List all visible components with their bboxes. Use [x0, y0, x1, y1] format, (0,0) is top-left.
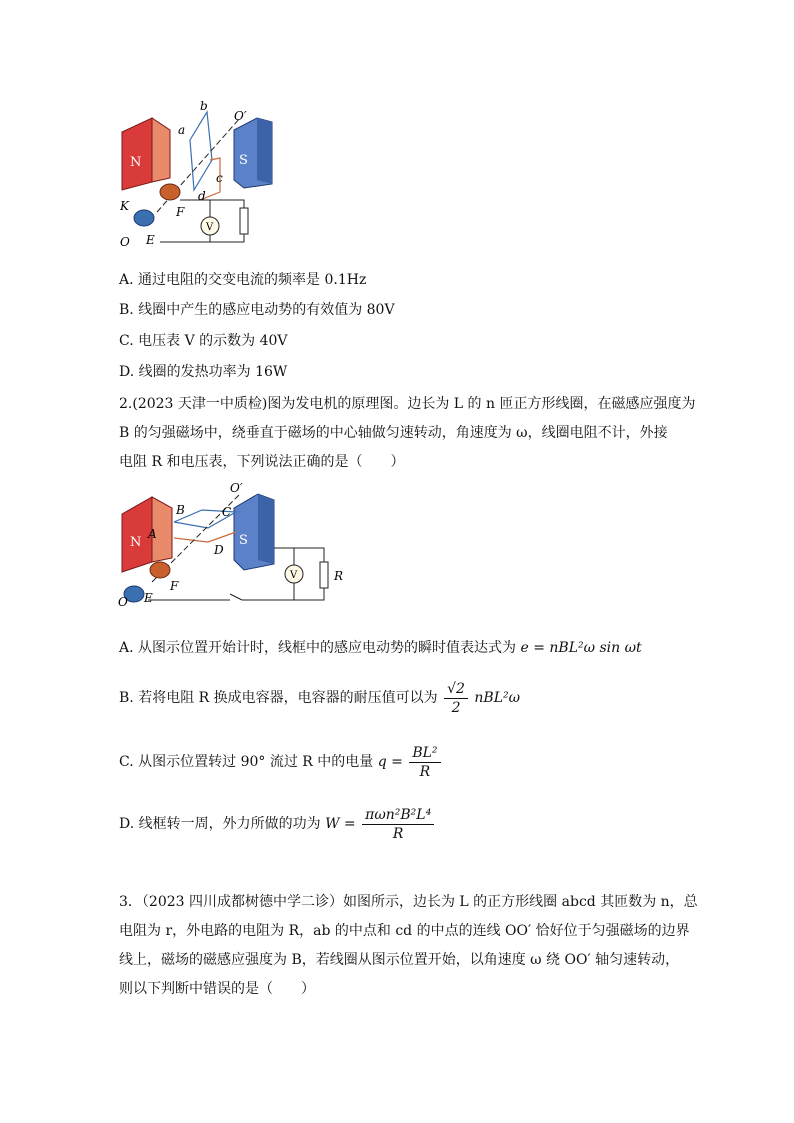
option-letter: C.: [119, 333, 134, 349]
q3-line: 则以下判断中错误的是（ ）: [119, 981, 315, 997]
option-formula: e = nBL²ω sin ωt: [520, 640, 642, 656]
fraction-denominator: 2: [451, 699, 461, 716]
label-d: d: [198, 189, 206, 203]
option-letter: A.: [119, 640, 134, 656]
option-letter: B.: [119, 302, 134, 318]
option-formula: nBL²ω: [474, 690, 521, 706]
fraction-numerator: √2: [444, 680, 468, 699]
q3-line: 线上，磁场的磁感应强度为 B，若线圈从图示位置开始，以角速度 ω 绕 OO′ 轴匀速转动，: [119, 952, 680, 968]
fraction-numerator: BL²: [409, 744, 440, 763]
generator-figure-1: [112, 100, 292, 250]
fraction-denominator: R: [392, 825, 404, 842]
option-text: 线圈中产生的感应电动势的有效值为 80V: [138, 302, 395, 318]
label-o-prime: O′: [230, 482, 243, 495]
option-letter: A.: [119, 272, 134, 288]
voltmeter-label: V: [206, 222, 214, 233]
q3-stem: [119, 888, 698, 1004]
label-a: A: [148, 527, 157, 541]
q2-line: B 的匀强磁场中，绕垂直于磁场的中心轴做匀速转动，角速度为 ω，线圈电阻不计，外接: [119, 425, 668, 441]
option-text: 从图示位置开始计时，线框中的感应电动势的瞬时值表达式为: [138, 640, 517, 656]
fraction: [444, 680, 468, 717]
formula-lhs: q =: [377, 754, 403, 770]
magnet-s-label: S: [239, 533, 248, 548]
label-e: E: [144, 591, 153, 605]
label-r: R: [334, 569, 344, 583]
q2-option-c: [119, 740, 443, 784]
q1-option-d: [119, 362, 287, 382]
q2-option-d: [119, 802, 436, 846]
option-text: 若将电阻 R 换成电容器，电容器的耐压值可以为: [138, 690, 438, 706]
magnet-n-label: N: [130, 535, 142, 550]
magnet-n-label: N: [130, 155, 142, 170]
voltmeter-label: V: [290, 570, 298, 581]
label-b: b: [200, 100, 208, 113]
label-f: F: [176, 205, 185, 219]
q2-option-b: [119, 676, 520, 720]
q2-option-a: [119, 638, 642, 658]
option-letter: B.: [119, 690, 134, 706]
q3-line: 3．（2023 四川成都树德中学二诊）如图所示，边长为 L 的正方形线圈 abcd 其匝数为 n，总: [119, 894, 698, 910]
option-letter: D.: [119, 816, 135, 832]
option-text: 通过电阻的交变电流的频率是 0.1Hz: [138, 272, 367, 288]
fraction: [362, 806, 434, 843]
q1-option-c: [119, 331, 288, 351]
q1-option-b: [119, 300, 395, 320]
q2-stem: [119, 390, 696, 477]
label-f: F: [170, 579, 179, 593]
label-e: E: [146, 233, 155, 247]
fraction-denominator: R: [419, 763, 431, 780]
q2-line: 2.(2023 天津一中质检)图为发电机的原理图。边长为 L 的 n 匝正方形线圈，在磁感应强度为: [119, 396, 696, 412]
option-text: 线圈的发热功率为 16W: [138, 364, 288, 380]
magnet-s-label: S: [239, 153, 248, 168]
q1-option-a: [119, 270, 366, 290]
label-a: a: [178, 123, 186, 137]
option-letter: D.: [119, 364, 135, 380]
label-c: C: [222, 505, 232, 519]
option-text: 电压表 V 的示数为 40V: [138, 333, 288, 349]
fraction: [409, 744, 440, 781]
label-o: O: [120, 235, 130, 249]
label-o-prime: O′: [234, 109, 247, 123]
label-c: c: [216, 171, 223, 185]
formula-lhs: W =: [325, 816, 356, 832]
label-d: D: [214, 543, 224, 557]
q3-line: 电阻为 r，外电路的电阻为 R，ab 的中点和 cd 的中点的连线 OO′ 恰好位于匀强磁场的边界: [119, 923, 690, 939]
label-b: B: [176, 503, 185, 517]
q2-line: 电阻 R 和电压表，下列说法正确的是（ ）: [119, 454, 405, 470]
fraction-numerator: πωn²B²L⁴: [362, 806, 434, 825]
generator-figure-2: [112, 482, 352, 607]
label-o: O: [118, 595, 128, 607]
option-text: 线框转一周，外力所做的功为: [138, 816, 321, 832]
label-k: K: [120, 199, 129, 213]
option-text: 从图示位置转过 90° 流过 R 中的电量: [138, 754, 374, 770]
option-letter: C.: [119, 754, 134, 770]
